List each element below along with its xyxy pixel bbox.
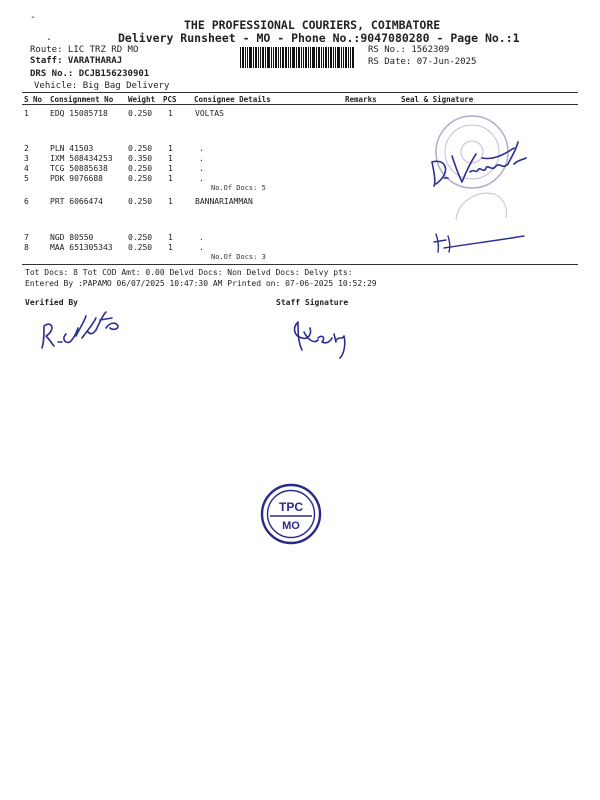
round-seal-faint-2 bbox=[450, 186, 510, 230]
col-sno: S No bbox=[24, 95, 43, 104]
row-pcs: 1 bbox=[168, 154, 173, 163]
barcode-bar bbox=[312, 47, 315, 68]
barcode-bar bbox=[350, 47, 351, 68]
row-pcs: 1 bbox=[168, 197, 173, 206]
stamp-line-2: MO bbox=[282, 520, 300, 532]
barcode-bar bbox=[341, 47, 342, 68]
barcode-bar bbox=[280, 47, 281, 68]
row-pcs: 1 bbox=[168, 164, 173, 173]
row-consignment: NGD 80550 bbox=[50, 233, 94, 242]
row-sno: 3 bbox=[24, 154, 29, 163]
row-consignment: PRT 6066474 bbox=[50, 197, 103, 206]
barcode-bar bbox=[328, 47, 329, 68]
barcode-bar bbox=[303, 47, 304, 68]
row-pcs: 1 bbox=[168, 109, 173, 118]
table-bottom-rule bbox=[22, 264, 578, 265]
col-weight: Weight bbox=[128, 95, 156, 104]
barcode-bar bbox=[352, 47, 354, 68]
barcode-bar bbox=[275, 47, 277, 68]
barcode-bar bbox=[262, 47, 264, 68]
row-consignment: PDK 9076688 bbox=[50, 174, 103, 183]
rs-number: RS No.: 1562309 bbox=[368, 45, 450, 55]
barcode-bar bbox=[333, 47, 334, 68]
barcode-bar bbox=[348, 47, 349, 68]
row-consignee: BANNARIAMMAN bbox=[195, 197, 253, 206]
barcode-bar bbox=[308, 47, 309, 68]
row-consignee: . bbox=[199, 233, 204, 242]
row-consignment: EDQ 15085718 bbox=[50, 109, 108, 118]
staff-signature-label: Staff Signature bbox=[276, 298, 349, 307]
group-doc-count: No.Of Docs: 5 bbox=[211, 184, 266, 192]
consignee-signature-1 bbox=[422, 138, 542, 190]
staff-signature bbox=[290, 314, 360, 360]
barcode-bar bbox=[271, 47, 272, 68]
table-header-rule bbox=[22, 104, 578, 105]
corner-mark: - bbox=[30, 12, 37, 23]
barcode-bar bbox=[242, 47, 244, 68]
side-mark: . bbox=[46, 32, 53, 43]
rs-date: RS Date: 07-Jun-2025 bbox=[368, 57, 477, 67]
barcode-bar bbox=[318, 47, 320, 68]
row-consignee: . bbox=[199, 174, 204, 183]
barcode-bar bbox=[298, 47, 300, 68]
barcode-bar bbox=[253, 47, 254, 68]
barcode-bar bbox=[255, 47, 257, 68]
col-consignment: Consignment No bbox=[50, 95, 114, 104]
barcode-bar bbox=[285, 47, 287, 68]
row-consignment: IXM 508434253 bbox=[50, 154, 113, 163]
row-consignee: . bbox=[199, 144, 204, 153]
barcode-bar bbox=[273, 47, 274, 68]
row-weight: 0.250 bbox=[128, 197, 153, 206]
drs-number: DRS No.: DCJB156230901 bbox=[30, 69, 150, 79]
barcode-bar bbox=[310, 47, 311, 68]
row-weight: 0.250 bbox=[128, 233, 153, 242]
row-sno: 4 bbox=[24, 164, 29, 173]
barcode-bar bbox=[278, 47, 279, 68]
barcode-bar bbox=[323, 47, 324, 68]
barcode-bar bbox=[325, 47, 327, 68]
barcode-bar bbox=[267, 47, 270, 68]
barcode bbox=[240, 47, 358, 68]
barcode-bar bbox=[296, 47, 297, 68]
barcode-bar bbox=[265, 47, 266, 68]
company-title: THE PROFESSIONAL COURIERS, COIMBATORE bbox=[184, 18, 441, 32]
barcode-bar bbox=[316, 47, 317, 68]
barcode-bar bbox=[282, 47, 284, 68]
runsheet-subtitle: Delivery Runsheet - MO - Phone No.:9047080280 - Page No.:1 bbox=[118, 31, 520, 45]
tpc-mo-stamp bbox=[260, 483, 322, 545]
barcode-bar bbox=[258, 47, 259, 68]
row-weight: 0.250 bbox=[128, 174, 153, 183]
barcode-bar bbox=[247, 47, 248, 68]
row-consignee: . bbox=[199, 154, 204, 163]
staff-label: Staff: VARATHARAJ bbox=[30, 56, 123, 66]
row-pcs: 1 bbox=[168, 233, 173, 242]
table-top-rule bbox=[22, 92, 578, 93]
barcode-bar bbox=[292, 47, 295, 68]
row-sno: 8 bbox=[24, 243, 29, 252]
row-consignment: MAA 651305343 bbox=[50, 243, 113, 252]
group-doc-count: No.Of Docs: 3 bbox=[211, 253, 266, 261]
row-sno: 2 bbox=[24, 144, 29, 153]
row-pcs: 1 bbox=[168, 144, 173, 153]
stamp-line-1: TPC bbox=[279, 500, 303, 514]
consignee-signature-2 bbox=[430, 228, 530, 256]
row-pcs: 1 bbox=[168, 243, 173, 252]
row-weight: 0.250 bbox=[128, 109, 153, 118]
row-consignee: . bbox=[199, 243, 204, 252]
barcode-bar bbox=[249, 47, 252, 68]
row-sno: 6 bbox=[24, 197, 29, 206]
barcode-bar bbox=[345, 47, 347, 68]
row-weight: 0.250 bbox=[128, 164, 153, 173]
barcode-bar bbox=[337, 47, 340, 68]
barcode-bar bbox=[321, 47, 322, 68]
barcode-bar bbox=[245, 47, 246, 68]
barcode-bar bbox=[301, 47, 302, 68]
row-weight: 0.250 bbox=[128, 243, 153, 252]
row-pcs: 1 bbox=[168, 174, 173, 183]
verified-by-label: Verified By bbox=[25, 298, 78, 307]
barcode-bar bbox=[335, 47, 336, 68]
row-sno: 1 bbox=[24, 109, 29, 118]
barcode-bar bbox=[290, 47, 291, 68]
row-consignee: . bbox=[199, 164, 204, 173]
col-pcs: PCS bbox=[163, 95, 177, 104]
vehicle-label: Vehicle: Big Bag Delivery bbox=[34, 81, 170, 91]
entered-by-line: Entered By :PAPAMO 06/07/2025 10:47:30 AM Printed on: 07-06-2025 10:52:29 bbox=[25, 279, 377, 288]
verified-by-signature bbox=[36, 308, 136, 352]
row-sno: 5 bbox=[24, 174, 29, 183]
row-sno: 7 bbox=[24, 233, 29, 242]
col-remarks: Remarks bbox=[345, 95, 377, 104]
col-consignee: Consignee Details bbox=[194, 95, 271, 104]
barcode-bar bbox=[288, 47, 289, 68]
row-weight: 0.250 bbox=[128, 144, 153, 153]
barcode-bar bbox=[343, 47, 344, 68]
col-seal: Seal & Signature bbox=[401, 95, 474, 104]
route-label: Route: LIC TRZ RD MO bbox=[30, 45, 139, 55]
totals-line: Tot Docs: 8 Tot COD Amt: 0.00 Delvd Docs: Non Delvd Docs: Delvy pts: bbox=[25, 268, 353, 277]
row-consignment: PLN 41503 bbox=[50, 144, 94, 153]
row-consignee: VOLTAS bbox=[195, 109, 224, 118]
barcode-bar bbox=[330, 47, 332, 68]
barcode-bar bbox=[260, 47, 261, 68]
row-consignment: TCG 50885638 bbox=[50, 164, 108, 173]
barcode-bar bbox=[305, 47, 307, 68]
barcode-bar bbox=[240, 47, 241, 68]
row-weight: 0.350 bbox=[128, 154, 153, 163]
